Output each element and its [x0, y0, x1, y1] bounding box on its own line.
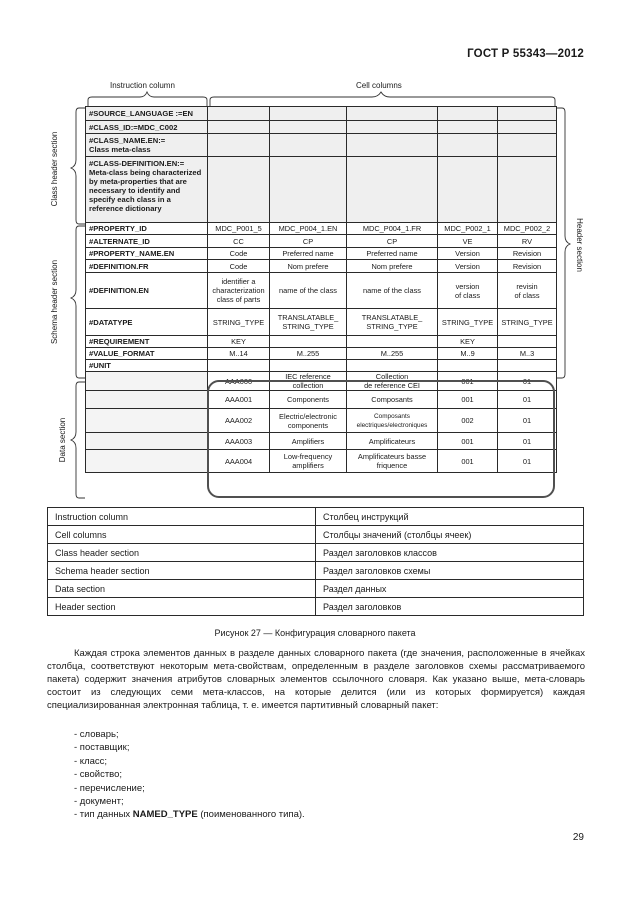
header-row [86, 273, 557, 309]
value-cell: 01 [498, 372, 557, 391]
value-cell: 01 [498, 433, 557, 450]
value-cell: MDC_P001_5 [208, 223, 270, 235]
value-cell [498, 107, 557, 121]
value-cell [270, 157, 347, 223]
legend-row [48, 544, 584, 562]
header-row [86, 107, 557, 121]
value-cell [347, 107, 438, 121]
value-cell [208, 121, 270, 134]
value-cell [270, 121, 347, 134]
value-cell: name of the class [270, 273, 347, 309]
header-row [86, 309, 557, 336]
instruction-cell: #REQUIREMENT [86, 336, 208, 348]
class-header-section-label: Class header section [50, 131, 59, 207]
value-cell: Preferred name [270, 248, 347, 260]
list-item: - класс; [74, 755, 108, 767]
value-cell: identifier a characterization class of parts [208, 273, 270, 309]
header-row [86, 360, 557, 372]
list-item [74, 808, 305, 821]
value-cell: Version [438, 248, 498, 260]
instruction-cell [86, 372, 208, 391]
standard-number: ГОСТ Р 55343—2012 [467, 48, 584, 60]
list-item: - свойство; [74, 769, 123, 781]
value-cell: AAA001 [208, 391, 270, 409]
value-cell [438, 107, 498, 121]
instruction-cell: #PROPERTY_ID [86, 223, 208, 235]
value-cell: AAA003 [208, 433, 270, 450]
value-cell: revisin of class [498, 273, 557, 309]
instruction-cell: #CLASS-DEFINITION.EN:= Meta-class being characterized by meta-properties that are necessary to identify and specify each class in a reference dictionary [86, 157, 208, 223]
header-row [86, 235, 557, 248]
legend-translation: Раздел заголовков классов [316, 544, 584, 562]
value-cell: 001 [438, 450, 498, 473]
value-cell: AAA000 [208, 372, 270, 391]
value-cell: Components [270, 391, 347, 409]
instruction-cell: #UNIT [86, 360, 208, 372]
value-cell: Version [438, 260, 498, 273]
value-cell: name of the class [347, 273, 438, 309]
value-cell: CP [347, 235, 438, 248]
value-cell: MDC_P002_2 [498, 223, 557, 235]
header-row [86, 157, 557, 223]
value-cell [208, 134, 270, 157]
value-cell [438, 157, 498, 223]
meta-class-list [74, 728, 305, 822]
legend-translation: Раздел заголовков [316, 598, 584, 616]
legend-row [48, 526, 584, 544]
header-section-brace [556, 108, 570, 378]
list-item: - перечисление; [74, 782, 145, 794]
legend-term: Header section [48, 598, 316, 616]
header-section-label: Header section [575, 218, 584, 272]
page-number: 29 [572, 832, 584, 843]
value-cell: MDC_P002_1 [438, 223, 498, 235]
instruction-cell: #CLASS_NAME.EN:= Class meta-class [86, 134, 208, 157]
value-cell [270, 360, 347, 372]
legend-translation: Раздел заголовков схемы [316, 562, 584, 580]
cell-columns-brace [210, 92, 555, 106]
value-cell: CC [208, 235, 270, 248]
legend-row [48, 562, 584, 580]
dictionary-package-grid [85, 106, 557, 473]
value-cell: Amplificateurs basse friquence [347, 450, 438, 473]
value-cell: TRANSLATABLE_ STRING_TYPE [270, 309, 347, 336]
legend-translation: Столбец инструкций [316, 508, 584, 526]
value-cell: Preferred name [347, 248, 438, 260]
value-cell: 01 [498, 450, 557, 473]
value-cell: Low-frequency amplifiers [270, 450, 347, 473]
instruction-cell [86, 391, 208, 409]
cell-columns-label: Cell columns [356, 81, 402, 90]
value-cell [498, 336, 557, 348]
legend-term: Schema header section [48, 562, 316, 580]
legend-translation: Раздел данных [316, 580, 584, 598]
instruction-cell: #DEFINITION.FR [86, 260, 208, 273]
value-cell: IEC reference collection [270, 372, 347, 391]
legend-row [48, 598, 584, 616]
value-cell: Nom prefere [347, 260, 438, 273]
header-row [86, 260, 557, 273]
value-cell [270, 336, 347, 348]
value-cell: AAA004 [208, 450, 270, 473]
value-cell: Amplificateurs [347, 433, 438, 450]
value-cell: M..9 [438, 348, 498, 360]
value-cell [438, 121, 498, 134]
legend-table [47, 507, 584, 616]
instruction-cell [86, 409, 208, 433]
value-cell: Composants electriques/electroniques [347, 409, 438, 433]
value-cell: STRING_TYPE [498, 309, 557, 336]
value-cell: 01 [498, 391, 557, 409]
header-row [86, 223, 557, 235]
value-cell: 001 [438, 372, 498, 391]
header-row [86, 248, 557, 260]
value-cell [347, 134, 438, 157]
value-cell [498, 157, 557, 223]
header-row [86, 121, 557, 134]
value-cell [208, 360, 270, 372]
header-row [86, 348, 557, 360]
instruction-cell: #DATATYPE [86, 309, 208, 336]
data-row [86, 450, 557, 473]
value-cell: AAA002 [208, 409, 270, 433]
instruction-column-label: Instruction column [110, 81, 175, 90]
figure-caption: Рисунок 27 — Конфигурация словарного пакета [214, 628, 416, 638]
value-cell: KEY [208, 336, 270, 348]
value-cell: Revision [498, 260, 557, 273]
data-row [86, 391, 557, 409]
value-cell [498, 134, 557, 157]
legend-row [48, 508, 584, 526]
instruction-cell [86, 450, 208, 473]
value-cell [498, 360, 557, 372]
value-cell: MDC_P004_1.FR [347, 223, 438, 235]
value-cell: M..255 [347, 348, 438, 360]
value-cell: M..255 [270, 348, 347, 360]
value-cell: 001 [438, 391, 498, 409]
value-cell [438, 360, 498, 372]
value-cell: Amplifiers [270, 433, 347, 450]
instruction-cell: #DEFINITION.EN [86, 273, 208, 309]
list-item: - словарь; [74, 729, 119, 740]
value-cell: Composants [347, 391, 438, 409]
instruction-cell [86, 433, 208, 450]
value-cell [347, 360, 438, 372]
legend-term: Cell columns [48, 526, 316, 544]
value-cell: MDC_P004_1.EN [270, 223, 347, 235]
value-cell: KEY [438, 336, 498, 348]
legend-term: Instruction column [48, 508, 316, 526]
value-cell: 002 [438, 409, 498, 433]
legend-row [48, 580, 584, 598]
value-cell: Nom prefere [270, 260, 347, 273]
value-cell: M..3 [498, 348, 557, 360]
value-cell: RV [498, 235, 557, 248]
value-cell: Collection de reference CEI [347, 372, 438, 391]
data-row [86, 372, 557, 391]
value-cell: Code [208, 260, 270, 273]
body-paragraph: Каждая строка элементов данных в разделе данных словарного пакета (где значения, расположенные в ячейках столбца, соответствуют некоторым мета-свойствам, определенным в разделе заголовков схемы рассматриваемого пакета) содержит значения атрибутов словарных элементов ссылочного словаря. Как указано выше, мета-словарь состоит из следующих семи мета-классов, на которые делится (или из которых формируется) каждая специализированная электронная таблица, т. е. имеется партитивный словарный пакет: [47, 648, 585, 712]
list-item-text: - тип данных [74, 809, 133, 821]
value-cell: STRING_TYPE [438, 309, 498, 336]
legend-term: Data section [48, 580, 316, 598]
legend-term: Class header section [48, 544, 316, 562]
instruction-cell: #VALUE_FORMAT [86, 348, 208, 360]
value-cell: version of class [438, 273, 498, 309]
value-cell [347, 121, 438, 134]
named-type-term: NAMED_TYPE [132, 809, 198, 821]
value-cell [347, 157, 438, 223]
instruction-column-brace [88, 92, 207, 106]
data-row [86, 433, 557, 450]
value-cell: Electric/electronic components [270, 409, 347, 433]
list-item: - документ; [74, 796, 124, 808]
value-cell [498, 121, 557, 134]
instruction-cell: #PROPERTY_NAME.EN [86, 248, 208, 260]
value-cell: Revision [498, 248, 557, 260]
instruction-cell: #SOURCE_LANGUAGE :=EN [86, 107, 208, 121]
data-section-brace [71, 382, 85, 498]
value-cell [438, 134, 498, 157]
header-row [86, 336, 557, 348]
value-cell: STRING_TYPE [208, 309, 270, 336]
schema-header-section-label: Schema header section [50, 259, 59, 345]
value-cell: CP [270, 235, 347, 248]
list-item-text: (поименованного типа). [197, 809, 305, 821]
legend-translation: Столбцы значений (столбцы ячеек) [316, 526, 584, 544]
value-cell: VE [438, 235, 498, 248]
instruction-cell: #CLASS_ID:=MDC_C002 [86, 121, 208, 134]
value-cell [347, 336, 438, 348]
value-cell [208, 157, 270, 223]
value-cell: M..14 [208, 348, 270, 360]
data-row [86, 409, 557, 433]
list-item: - поставщик; [74, 742, 130, 754]
value-cell [208, 107, 270, 121]
header-row [86, 134, 557, 157]
value-cell: TRANSLATABLE_ STRING_TYPE [347, 309, 438, 336]
instruction-cell: #ALTERNATE_ID [86, 235, 208, 248]
data-section-label: Data section [58, 417, 67, 463]
value-cell [270, 107, 347, 121]
value-cell [270, 134, 347, 157]
value-cell: 01 [498, 409, 557, 433]
value-cell: 001 [438, 433, 498, 450]
value-cell: Code [208, 248, 270, 260]
